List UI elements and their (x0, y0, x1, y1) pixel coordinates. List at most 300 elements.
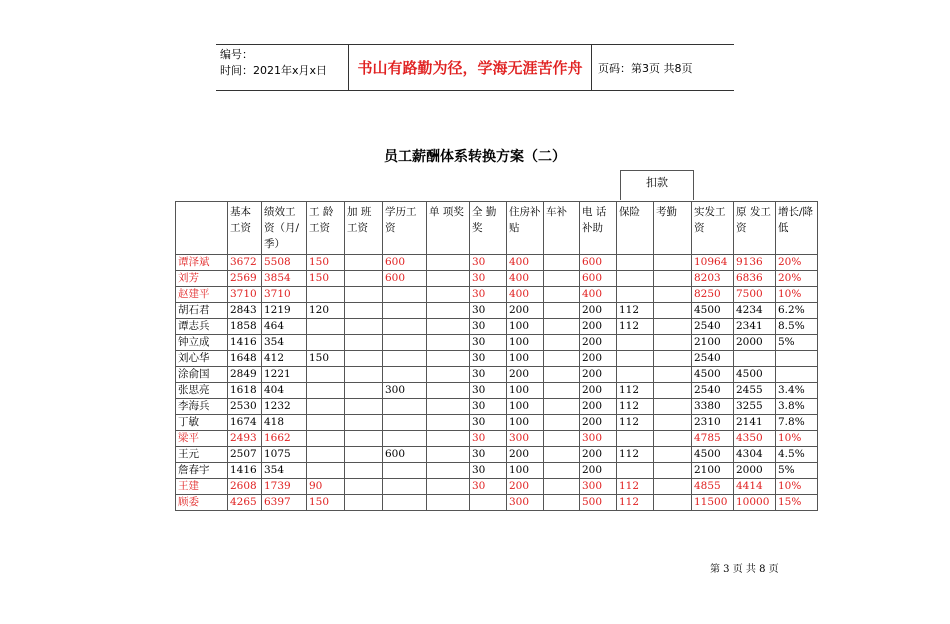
employee-name-cell: 李海兵 (176, 399, 228, 415)
table-cell: 354 (262, 335, 307, 351)
header-motto: 书山有路勤为径，学海无涯苦作舟 (348, 45, 592, 90)
table-cell (544, 287, 580, 303)
table-cell (345, 431, 383, 447)
table-cell (654, 319, 692, 335)
column-header: 车补 (544, 202, 580, 255)
table-cell (345, 399, 383, 415)
table-cell: 1221 (262, 367, 307, 383)
table-cell: 5508 (262, 255, 307, 271)
table-cell (544, 319, 580, 335)
column-header (176, 202, 228, 255)
table-cell (617, 271, 654, 287)
table-cell: 4304 (734, 447, 776, 463)
table-cell: 464 (262, 319, 307, 335)
table-cell: 30 (470, 335, 507, 351)
table-cell: 30 (470, 287, 507, 303)
table-cell: 2540 (692, 319, 734, 335)
employee-name-cell: 赵建平 (176, 287, 228, 303)
table-cell: 30 (470, 463, 507, 479)
table-cell: 2341 (734, 319, 776, 335)
deduction-group-label: 扣款 (620, 170, 694, 200)
table-cell: 200 (580, 303, 617, 319)
table-cell (383, 399, 427, 415)
table-cell: 2000 (734, 463, 776, 479)
table-cell: 2530 (228, 399, 262, 415)
table-cell (654, 399, 692, 415)
column-header: 学历工资 (383, 202, 427, 255)
table-cell: 6397 (262, 495, 307, 511)
table-cell: 3255 (734, 399, 776, 415)
table-cell: 200 (507, 479, 544, 495)
table-cell: 3672 (228, 255, 262, 271)
table-cell: 9136 (734, 255, 776, 271)
table-cell: 4.5% (776, 447, 818, 463)
table-cell (544, 431, 580, 447)
table-cell: 600 (580, 255, 617, 271)
table-cell: 6836 (734, 271, 776, 287)
table-cell (345, 367, 383, 383)
table-row (176, 447, 818, 463)
table-cell: 2310 (692, 415, 734, 431)
table-row (176, 367, 818, 383)
employee-name-cell: 丁敏 (176, 415, 228, 431)
column-header: 原 发工资 (734, 202, 776, 255)
table-cell (427, 351, 470, 367)
employee-name-cell: 钟立成 (176, 335, 228, 351)
table-cell: 2493 (228, 431, 262, 447)
table-cell: 2000 (734, 335, 776, 351)
table-row (176, 479, 818, 495)
table-cell (654, 495, 692, 511)
table-cell: 3854 (262, 271, 307, 287)
table-cell (654, 335, 692, 351)
table-cell (307, 383, 345, 399)
table-cell: 4234 (734, 303, 776, 319)
table-cell (617, 335, 654, 351)
table-cell: 112 (617, 495, 654, 511)
table-cell: 6.2% (776, 303, 818, 319)
page-footer: 第 3 页 共 8 页 (710, 564, 779, 575)
table-cell (654, 287, 692, 303)
table-cell (544, 383, 580, 399)
table-cell (427, 255, 470, 271)
column-header: 加 班工资 (345, 202, 383, 255)
table-cell: 30 (470, 431, 507, 447)
table-cell (654, 463, 692, 479)
table-row (176, 303, 818, 319)
table-cell (544, 415, 580, 431)
table-row (176, 287, 818, 303)
table-cell: 300 (580, 479, 617, 495)
employee-name-cell: 顾委 (176, 495, 228, 511)
table-cell: 2507 (228, 447, 262, 463)
table-cell: 4500 (734, 367, 776, 383)
table-cell: 100 (507, 399, 544, 415)
table-cell: 112 (617, 415, 654, 431)
table-cell (617, 255, 654, 271)
table-cell (654, 479, 692, 495)
table-cell: 300 (507, 431, 544, 447)
table-cell: 8.5% (776, 319, 818, 335)
table-cell (617, 463, 654, 479)
table-row (176, 463, 818, 479)
column-header: 全 勤奖 (470, 202, 507, 255)
table-cell: 200 (580, 447, 617, 463)
table-cell: 100 (507, 335, 544, 351)
table-cell (345, 271, 383, 287)
table-cell: 1739 (262, 479, 307, 495)
table-cell (345, 335, 383, 351)
employee-name-cell: 王建 (176, 479, 228, 495)
table-cell: 2843 (228, 303, 262, 319)
table-cell: 3.4% (776, 383, 818, 399)
header-page-info: 页码：第3页 共8页 (598, 62, 693, 75)
table-cell: 11500 (692, 495, 734, 511)
table-cell (654, 367, 692, 383)
table-cell: 30 (470, 479, 507, 495)
table-cell (427, 287, 470, 303)
table-cell (307, 367, 345, 383)
table-cell (345, 303, 383, 319)
table-cell (544, 479, 580, 495)
table-cell: 300 (383, 383, 427, 399)
table-cell: 1232 (262, 399, 307, 415)
table-cell (383, 479, 427, 495)
table-cell: 4414 (734, 479, 776, 495)
column-header: 考勤 (654, 202, 692, 255)
table-cell (654, 447, 692, 463)
table-cell: 10000 (734, 495, 776, 511)
table-cell (383, 463, 427, 479)
column-header: 增长/降低 (776, 202, 818, 255)
table-cell: 200 (580, 399, 617, 415)
employee-name-cell: 涂俞国 (176, 367, 228, 383)
table-cell: 10% (776, 431, 818, 447)
table-cell (345, 319, 383, 335)
number-label: 编号： (220, 48, 253, 61)
table-cell: 30 (470, 399, 507, 415)
table-cell (307, 463, 345, 479)
table-cell: 400 (580, 287, 617, 303)
table-cell: 30 (470, 255, 507, 271)
table-cell: 412 (262, 351, 307, 367)
table-cell (427, 399, 470, 415)
employee-name-cell: 谭泽斌 (176, 255, 228, 271)
column-header: 工 龄工资 (307, 202, 345, 255)
employee-name-cell: 刘心华 (176, 351, 228, 367)
table-cell (345, 463, 383, 479)
table-cell: 3.8% (776, 399, 818, 415)
table-cell: 2569 (228, 271, 262, 287)
table-cell (345, 351, 383, 367)
time-label: 时间：2021年x月x日 (220, 64, 328, 77)
table-row (176, 495, 818, 511)
table-row (176, 319, 818, 335)
table-cell: 112 (617, 319, 654, 335)
table-cell: 90 (307, 479, 345, 495)
table-cell: 200 (580, 415, 617, 431)
page-header (216, 44, 734, 91)
table-cell (383, 495, 427, 511)
table-cell: 1858 (228, 319, 262, 335)
table-cell: 200 (507, 303, 544, 319)
table-row (176, 335, 818, 351)
table-cell: 112 (617, 383, 654, 399)
table-cell: 8203 (692, 271, 734, 287)
table-cell (383, 319, 427, 335)
table-cell (544, 399, 580, 415)
table-cell: 600 (383, 271, 427, 287)
header-meta (220, 47, 327, 79)
table-cell (654, 351, 692, 367)
column-header: 电 话补助 (580, 202, 617, 255)
column-header: 单 项奖 (427, 202, 470, 255)
table-cell: 300 (580, 431, 617, 447)
table-cell (345, 479, 383, 495)
table-cell: 7500 (734, 287, 776, 303)
table-cell: 2100 (692, 463, 734, 479)
table-cell: 100 (507, 351, 544, 367)
table-cell (383, 415, 427, 431)
table-cell (345, 447, 383, 463)
table-cell (427, 447, 470, 463)
table-cell (383, 287, 427, 303)
table-cell: 1416 (228, 463, 262, 479)
table-cell: 112 (617, 447, 654, 463)
table-cell (734, 351, 776, 367)
table-cell: 8250 (692, 287, 734, 303)
table-cell (307, 287, 345, 303)
table-cell: 354 (262, 463, 307, 479)
table-cell: 10% (776, 479, 818, 495)
table-cell (383, 351, 427, 367)
table-cell: 200 (580, 319, 617, 335)
table-cell (345, 415, 383, 431)
salary-table (175, 201, 818, 511)
table-cell: 4500 (692, 447, 734, 463)
table-cell: 3380 (692, 399, 734, 415)
table-row (176, 271, 818, 287)
table-cell (427, 415, 470, 431)
employee-name-cell: 张思亮 (176, 383, 228, 399)
table-cell: 200 (507, 367, 544, 383)
column-header: 保险 (617, 202, 654, 255)
table-cell: 1618 (228, 383, 262, 399)
table-cell (307, 399, 345, 415)
table-cell (617, 351, 654, 367)
column-header: 绩效工资（月/季） (262, 202, 307, 255)
table-cell (427, 335, 470, 351)
page-title: 员工薪酬体系转换方案（二） (384, 149, 566, 165)
table-cell (544, 255, 580, 271)
table-cell: 30 (470, 351, 507, 367)
table-cell (776, 351, 818, 367)
table-cell: 30 (470, 447, 507, 463)
table-cell: 1674 (228, 415, 262, 431)
table-cell: 600 (383, 447, 427, 463)
table-cell (544, 335, 580, 351)
table-cell: 500 (580, 495, 617, 511)
table-cell (544, 463, 580, 479)
table-cell: 30 (470, 415, 507, 431)
table-cell: 400 (507, 255, 544, 271)
table-cell: 100 (507, 319, 544, 335)
table-cell: 1662 (262, 431, 307, 447)
employee-name-cell: 谭志兵 (176, 319, 228, 335)
table-cell (427, 367, 470, 383)
table-cell: 600 (580, 271, 617, 287)
table-cell: 1416 (228, 335, 262, 351)
table-cell: 4785 (692, 431, 734, 447)
table-cell: 10% (776, 287, 818, 303)
table-cell: 4500 (692, 367, 734, 383)
column-header: 基本工资 (228, 202, 262, 255)
table-cell (544, 271, 580, 287)
employee-name-cell: 詹春宇 (176, 463, 228, 479)
table-cell (617, 287, 654, 303)
table-cell (427, 463, 470, 479)
table-cell: 30 (470, 271, 507, 287)
table-cell: 100 (507, 463, 544, 479)
table-row (176, 351, 818, 367)
table-cell: 150 (307, 255, 345, 271)
table-row (176, 255, 818, 271)
table-cell (427, 495, 470, 511)
table-cell (654, 431, 692, 447)
table-cell (345, 287, 383, 303)
table-cell (654, 255, 692, 271)
table-cell: 7.8% (776, 415, 818, 431)
table-cell (307, 431, 345, 447)
table-cell: 15% (776, 495, 818, 511)
table-cell: 418 (262, 415, 307, 431)
table-cell: 120 (307, 303, 345, 319)
table-cell (654, 383, 692, 399)
table-cell: 4350 (734, 431, 776, 447)
table-cell: 150 (307, 271, 345, 287)
table-cell: 600 (383, 255, 427, 271)
table-cell: 112 (617, 303, 654, 319)
employee-name-cell: 梁平 (176, 431, 228, 447)
table-cell (427, 319, 470, 335)
employee-name-cell: 胡石君 (176, 303, 228, 319)
table-cell: 200 (580, 463, 617, 479)
table-row (176, 431, 818, 447)
table-cell (383, 335, 427, 351)
column-header: 住房补贴 (507, 202, 544, 255)
table-cell: 30 (470, 303, 507, 319)
table-cell (427, 383, 470, 399)
salary-table-body (176, 202, 818, 511)
table-cell: 20% (776, 271, 818, 287)
table-cell: 30 (470, 319, 507, 335)
table-cell: 2849 (228, 367, 262, 383)
table-cell: 200 (507, 447, 544, 463)
table-cell: 1648 (228, 351, 262, 367)
table-cell (544, 303, 580, 319)
table-cell (654, 303, 692, 319)
table-cell: 400 (507, 271, 544, 287)
table-cell (776, 367, 818, 383)
table-row (176, 383, 818, 399)
table-cell (427, 303, 470, 319)
table-cell (544, 367, 580, 383)
table-cell (427, 431, 470, 447)
table-cell (345, 383, 383, 399)
table-cell (383, 367, 427, 383)
table-row (176, 415, 818, 431)
table-cell: 200 (580, 367, 617, 383)
table-cell (307, 447, 345, 463)
table-cell: 2141 (734, 415, 776, 431)
employee-name-cell: 刘芳 (176, 271, 228, 287)
table-cell: 10964 (692, 255, 734, 271)
table-cell (544, 447, 580, 463)
table-cell (427, 271, 470, 287)
table-cell (307, 415, 345, 431)
table-cell: 1075 (262, 447, 307, 463)
table-cell (617, 367, 654, 383)
table-cell: 2100 (692, 335, 734, 351)
table-cell: 5% (776, 463, 818, 479)
table-cell: 150 (307, 351, 345, 367)
table-cell (544, 495, 580, 511)
table-cell: 2540 (692, 383, 734, 399)
table-cell (654, 415, 692, 431)
table-cell (345, 255, 383, 271)
table-cell: 2608 (228, 479, 262, 495)
table-cell: 30 (470, 383, 507, 399)
table-cell: 4855 (692, 479, 734, 495)
table-cell: 20% (776, 255, 818, 271)
table-cell: 112 (617, 479, 654, 495)
table-cell (654, 271, 692, 287)
table-header-row (176, 202, 818, 255)
table-cell: 200 (580, 351, 617, 367)
table-cell: 300 (507, 495, 544, 511)
table-cell: 1219 (262, 303, 307, 319)
table-cell: 400 (507, 287, 544, 303)
table-cell: 4265 (228, 495, 262, 511)
employee-name-cell: 王元 (176, 447, 228, 463)
table-cell: 3710 (228, 287, 262, 303)
table-cell: 2455 (734, 383, 776, 399)
table-cell (345, 495, 383, 511)
table-cell: 5% (776, 335, 818, 351)
table-cell (617, 431, 654, 447)
table-cell (307, 319, 345, 335)
table-cell: 2540 (692, 351, 734, 367)
table-cell: 150 (307, 495, 345, 511)
table-cell (307, 335, 345, 351)
table-cell (470, 495, 507, 511)
table-cell: 200 (580, 383, 617, 399)
table-cell (383, 431, 427, 447)
table-row (176, 399, 818, 415)
table-cell (427, 479, 470, 495)
table-cell: 404 (262, 383, 307, 399)
table-cell: 3710 (262, 287, 307, 303)
table-cell: 100 (507, 415, 544, 431)
table-cell: 112 (617, 399, 654, 415)
table-cell (383, 303, 427, 319)
table-cell: 100 (507, 383, 544, 399)
column-header: 实发工资 (692, 202, 734, 255)
table-cell (544, 351, 580, 367)
table-cell: 200 (580, 335, 617, 351)
table-cell: 4500 (692, 303, 734, 319)
table-cell: 30 (470, 367, 507, 383)
